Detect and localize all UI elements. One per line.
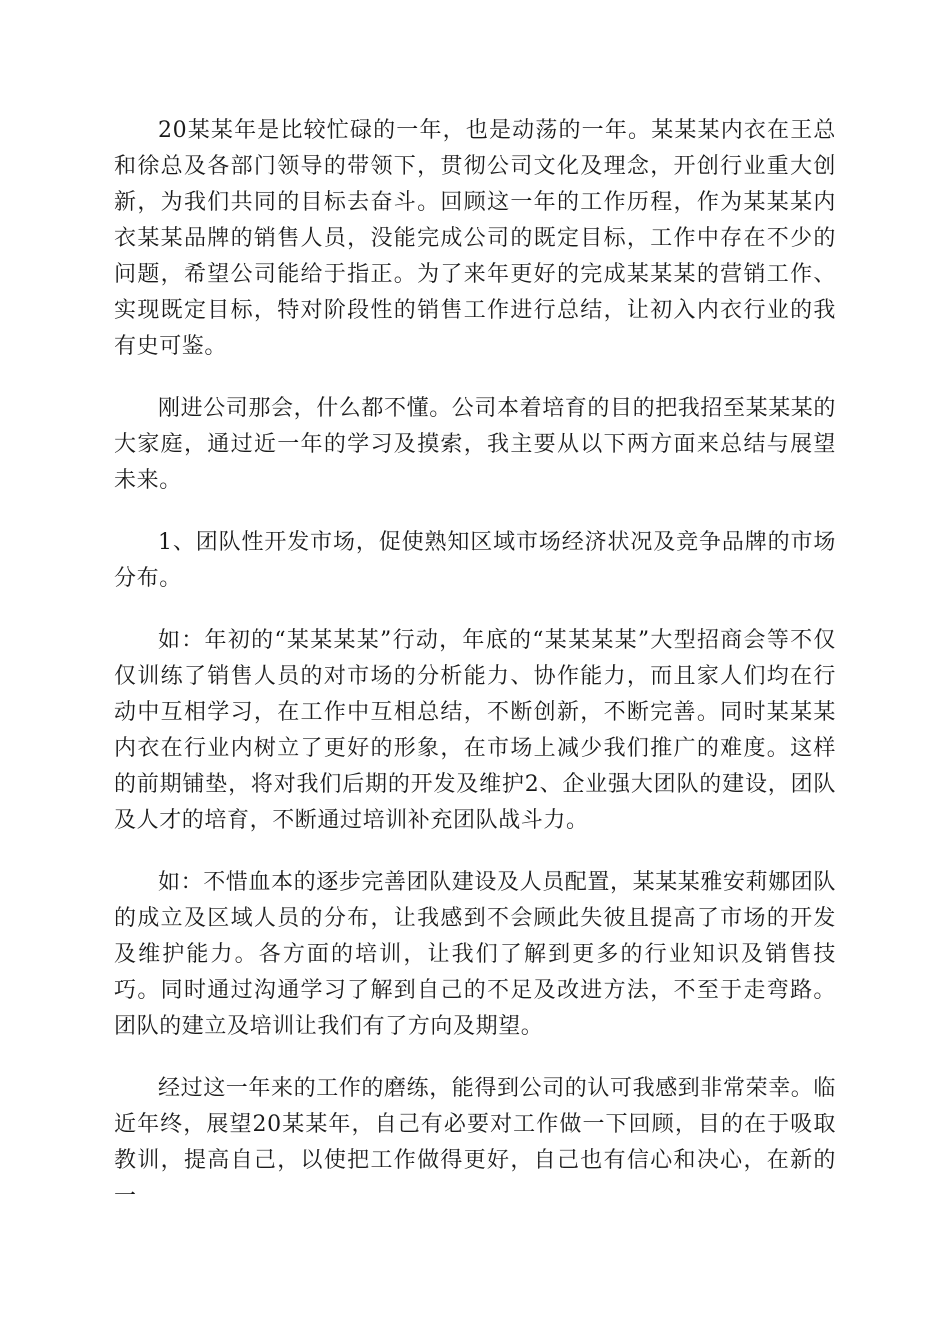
document-body: [114, 113, 836, 1215]
paragraph-joining-company: 刚进公司那会，什么都不懂。公司本着培育的目的把我招至某某某的大家庭，通过近一年的学习及摸索，我主要从以下两方面来总结与展望未来。: [114, 396, 837, 493]
paragraph-example-2: 如：不惜血本的逐步完善团队建设及人员配置，某某某雅安莉娜团队的成立及区域人员的分布，让我感到不会顾此失彼且提高了市场的开发及维护能力。各方面的培训，让我们了解到更多的行业知识及销售技巧。同时通过沟通学习了解到自己的不足及改进方法，不至于走弯路。团队的建立及培训让我们有了方向及期望。: [114, 870, 837, 1039]
paragraph-intro: 20某某年是比较忙碌的一年，也是动荡的一年。某某某内衣在王总和徐总及各部门领导的带领下，贯彻公司文化及理念，开创行业重大创新，为我们共同的目标去奋斗。回顾这一年的工作历程，作为某某某内衣某某品牌的销售人员，没能完成公司的既定目标，工作中存在不少的问题，希望公司能给于指正。为了来年更好的完成某某某的营销工作、实现既定目标，特对阶段性的销售工作进行总结，让初入内衣行业的我有史可鉴。: [114, 118, 836, 359]
paragraph-point-1: 1、团队性开发市场，促使熟知区域市场经济状况及竞争品牌的市场分布。: [114, 530, 836, 591]
paragraph-year-end: 经过这一年来的工作的磨练，能得到公司的认可我感到非常荣幸。临近年终，展望20某某年，自己有必要对工作做一下回顾，目的在于吸取教训，提高自己，以使把工作做得更好，自己也有信心和决心，在新的一: [114, 1076, 837, 1209]
paragraph-example-1: 如：年初的“某某某某”行动，年底的“某某某某”大型招商会等不仅仅训练了销售人员的对市场的分析能力、协作能力，而且家人们均在行动中互相学习，在工作中互相总结，不断创新，不断完善。同时某某某内衣在行业内树立了更好的形象，在市场上减少我们推广的难度。这样的前期铺垫，将对我们后期的开发及维护2、企业强大团队的建设，团队及人才的培育，不断通过培训补充团队战斗力。: [114, 628, 836, 833]
